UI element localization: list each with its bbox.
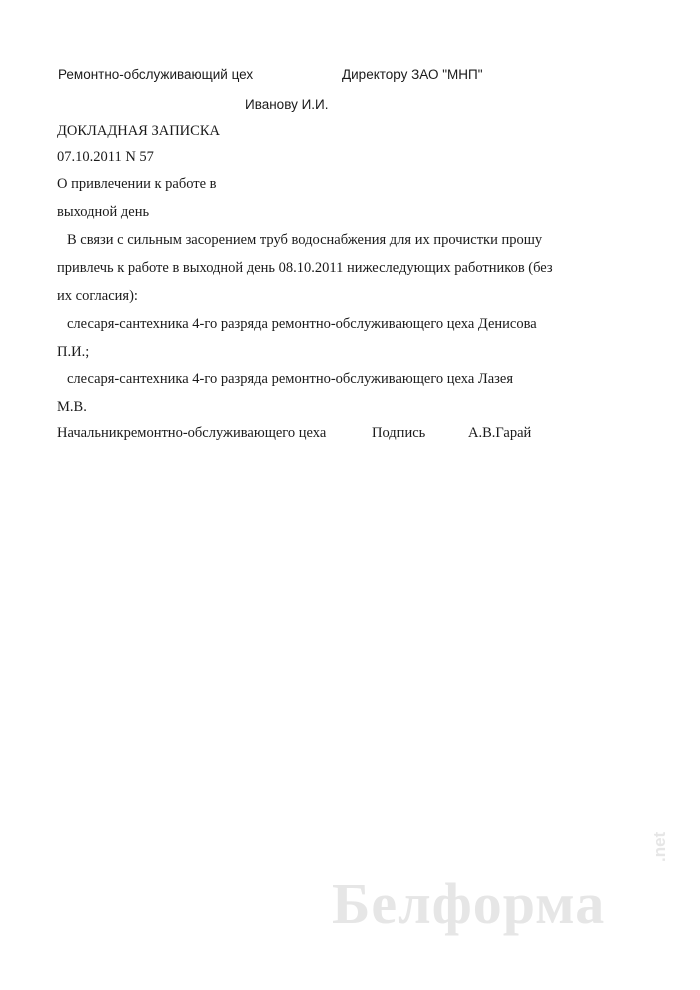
body-para1-line3: их согласия): — [57, 288, 138, 304]
document-date-number: 07.10.2011 N 57 — [57, 149, 154, 165]
signature-position: Начальникремонтно-обслуживающего цеха — [57, 425, 327, 441]
department-label: Ремонтно-обслуживающий цех — [58, 67, 254, 82]
worker-item1-line1: слесаря-сантехника 4-го разряда ремонтно-обслуживающего цеха Денисова — [67, 316, 537, 332]
signature-label: Подпись — [372, 425, 426, 441]
document-type: ДОКЛАДНАЯ ЗАПИСКА — [57, 123, 220, 139]
addressee-title: Директору ЗАО "МНП" — [342, 67, 483, 82]
watermark-text: Белформа — [332, 871, 606, 936]
document-subject-line1: О привлечении к работе в — [57, 176, 217, 192]
worker-item2-line1: слесаря-сантехника 4-го разряда ремонтно-обслуживающего цеха Лазея — [67, 371, 514, 387]
signature-name: А.В.Гарай — [468, 425, 532, 441]
body-para1-line1: В связи с сильным засорением труб водоснабжения для их прочистки прошу — [67, 232, 543, 248]
watermark — [332, 831, 669, 937]
watermark-domain: .net — [650, 831, 669, 862]
addressee-name: Иванову И.И. — [245, 97, 329, 112]
document-subject-line2: выходной день — [57, 204, 150, 220]
worker-item1-line2: П.И.; — [57, 344, 90, 360]
body-para1-line2: привлечь к работе в выходной день 08.10.2011 нижеследующих работников (без — [57, 260, 553, 276]
worker-item2-line2: М.В. — [57, 399, 87, 415]
